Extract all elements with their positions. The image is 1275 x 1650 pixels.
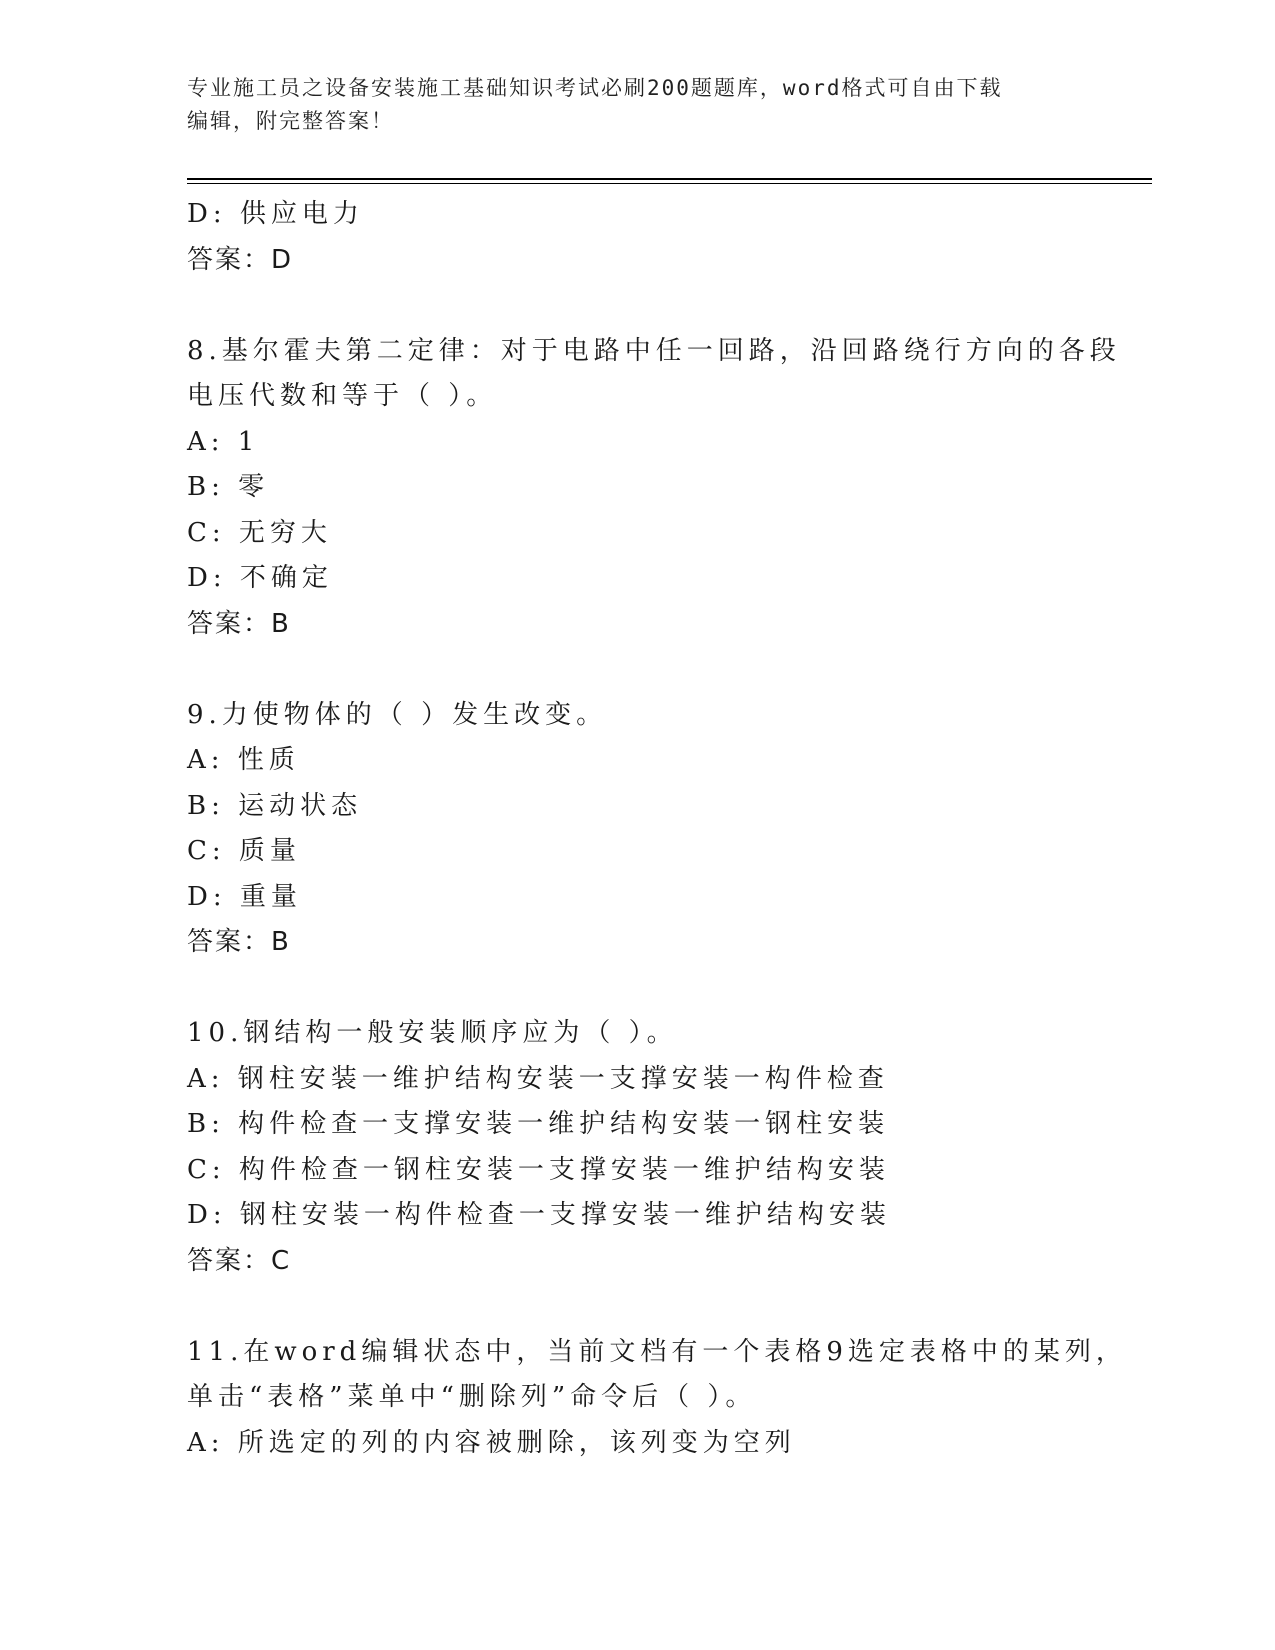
spacer xyxy=(187,283,1087,329)
option-b: B: 零 xyxy=(187,472,270,502)
option-a: A: 性质 xyxy=(187,745,300,775)
question-11 xyxy=(187,1330,1127,1467)
option-d: D: 重量 xyxy=(187,881,302,912)
option-d: D: 钢柱安装一构件检查一支撑安装一维护结构安装 xyxy=(187,1200,891,1230)
answer-label: 答案：C xyxy=(187,1245,292,1276)
spacer xyxy=(187,647,1087,693)
question-stem: 8.基尔霍夫第二定律：对于电路中任一回路，沿回路绕行方向的各段 xyxy=(187,335,1121,366)
option-d: D: 供应电力 xyxy=(187,199,364,229)
question-list xyxy=(187,192,1127,1466)
header-title-line1: 专业施工员之设备安装施工基础知识考试必刷200题题库，word格式可自由下载 xyxy=(187,76,1003,100)
question-stem-continued: 单击“表格”菜单中“删除列”命令后（ ）。 xyxy=(187,1382,757,1412)
option-c: C: 构件检查一钢柱安装一支撑安装一维护结构安装 xyxy=(187,1154,890,1185)
spacer xyxy=(187,966,1087,1012)
question-9 xyxy=(187,693,1087,966)
header-title-line2: 编辑，附完整答案！ xyxy=(187,109,394,133)
option-a: A: 1 xyxy=(187,426,260,457)
option-b: B: 构件检查一支撑安装一维护结构安装一钢柱安装 xyxy=(187,1109,890,1139)
answer-label: 答案：B xyxy=(187,927,291,957)
document-header xyxy=(187,72,1067,138)
question-stem: 11.在word编辑状态中，当前文档有一个表格9选定表格中的某列， xyxy=(187,1336,1127,1367)
option-d: D: 不确定 xyxy=(187,563,333,593)
spacer xyxy=(187,1284,1087,1330)
header-divider-thin xyxy=(187,183,1152,184)
option-c: C: 质量 xyxy=(187,836,301,866)
answer-label: 答案：D xyxy=(187,244,294,275)
question-8 xyxy=(187,329,1121,648)
question-10 xyxy=(187,1011,1087,1284)
question-stem: 10.钢结构一般安装顺序应为（ ）。 xyxy=(187,1018,678,1048)
option-a: A: 所选定的列的内容被删除，该列变为空列 xyxy=(187,1427,796,1458)
question-7 xyxy=(187,192,1087,283)
question-stem: 9.力使物体的（ ）发生改变。 xyxy=(187,699,608,730)
question-stem-continued: 电压代数和等于（ ）。 xyxy=(187,381,498,411)
header-divider-thick xyxy=(187,178,1152,180)
answer-label: 答案：B xyxy=(187,608,291,639)
option-a: A: 钢柱安装一维护结构安装一支撑安装一构件检查 xyxy=(187,1063,889,1094)
option-b: B: 运动状态 xyxy=(187,790,363,821)
option-c: C: 无穷大 xyxy=(187,517,332,548)
